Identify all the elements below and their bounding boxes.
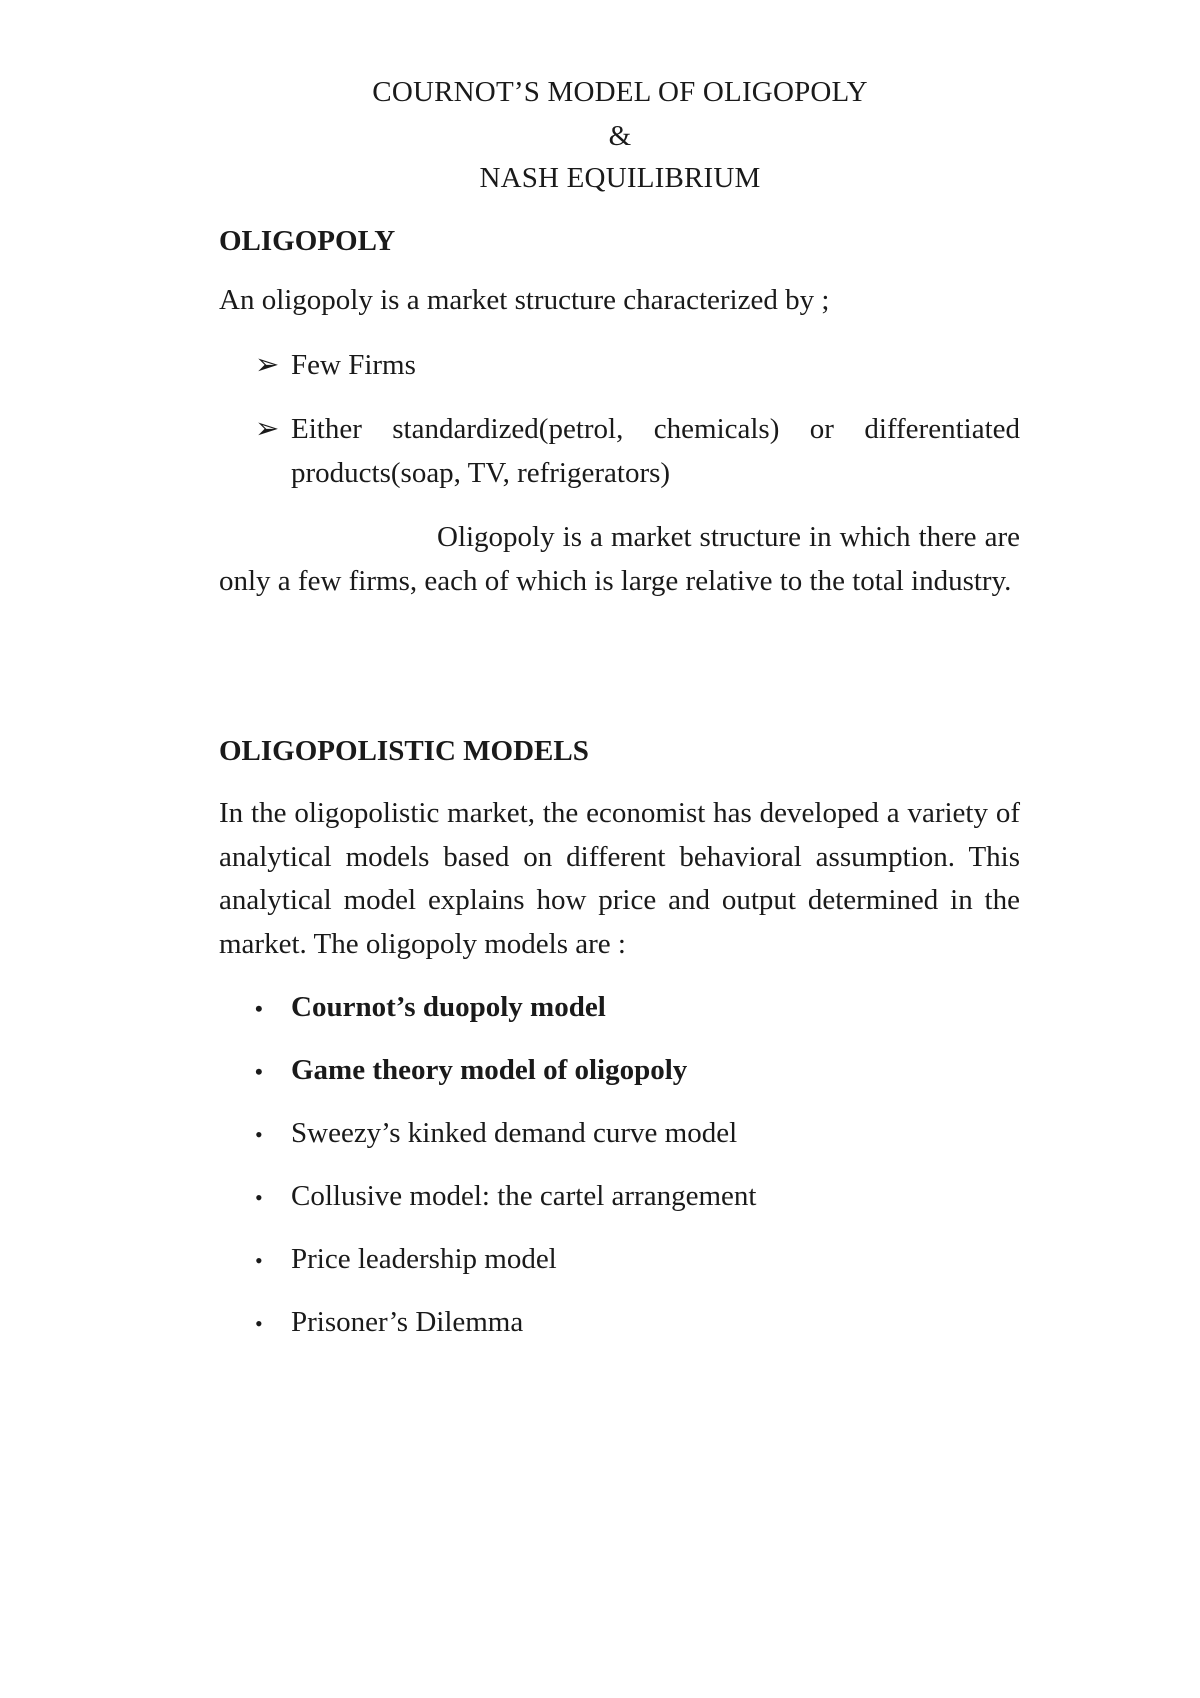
section-heading-models: OLIGOPOLISTIC MODELS [219,735,589,767]
list-item-text: Prisoner’s Dilemma [291,1306,524,1338]
list-item [255,1053,687,1089]
bullet-icon: • [255,1122,263,1147]
oligopoly-intro: An oligopoly is a market structure characterized by ; [219,284,830,316]
models-paragraph: In the oligopolistic market, the economist has developed a variety of analytical models based on different behavioral assumption. This analytical model explains how price and output determined in the market. The oligopoly models are : [219,797,1020,960]
list-item-text: Cournot’s duopoly model [291,991,606,1023]
list-item [255,1305,523,1341]
list-item-text: Game theory model of oligopoly [291,1054,688,1086]
list-item [255,990,606,1026]
oligopoly-definition-paragraph [219,516,1020,603]
arrow-bullet-icon: ➢ [255,413,280,445]
section-heading-oligopoly: OLIGOPOLY [219,225,396,257]
bullet-icon: • [255,1248,263,1273]
bullet-icon: • [255,1059,263,1084]
list-item [255,1242,557,1278]
bullet-icon: • [255,1185,263,1210]
arrow-bullet-icon: ➢ [255,349,280,381]
list-item-text: Price leadership model [291,1243,557,1275]
list-item [255,1116,737,1152]
title-line-2: NASH EQUILIBRIUM [479,162,761,194]
paragraph-text: Oligopoly is a market structure in which there are only a few firms, each of which is large relative to the total industry. [219,521,1020,597]
list-item [255,408,1020,495]
bullet-icon: • [255,996,263,1021]
list-item-text: Few Firms [291,349,416,381]
title-ampersand: & [608,120,632,152]
list-item [255,344,1020,388]
list-item-text: Sweezy’s kinked demand curve model [291,1117,738,1149]
list-item-text: Either standardized(petrol, chemicals) or differentiated products(soap, TV, refrigerators) [291,413,1020,489]
list-item-text: Collusive model: the cartel arrangement [291,1180,757,1212]
list-item [255,1179,756,1215]
title-line-1: COURNOT’S MODEL OF OLIGOPOLY [372,76,868,108]
bullet-icon: • [255,1311,263,1336]
